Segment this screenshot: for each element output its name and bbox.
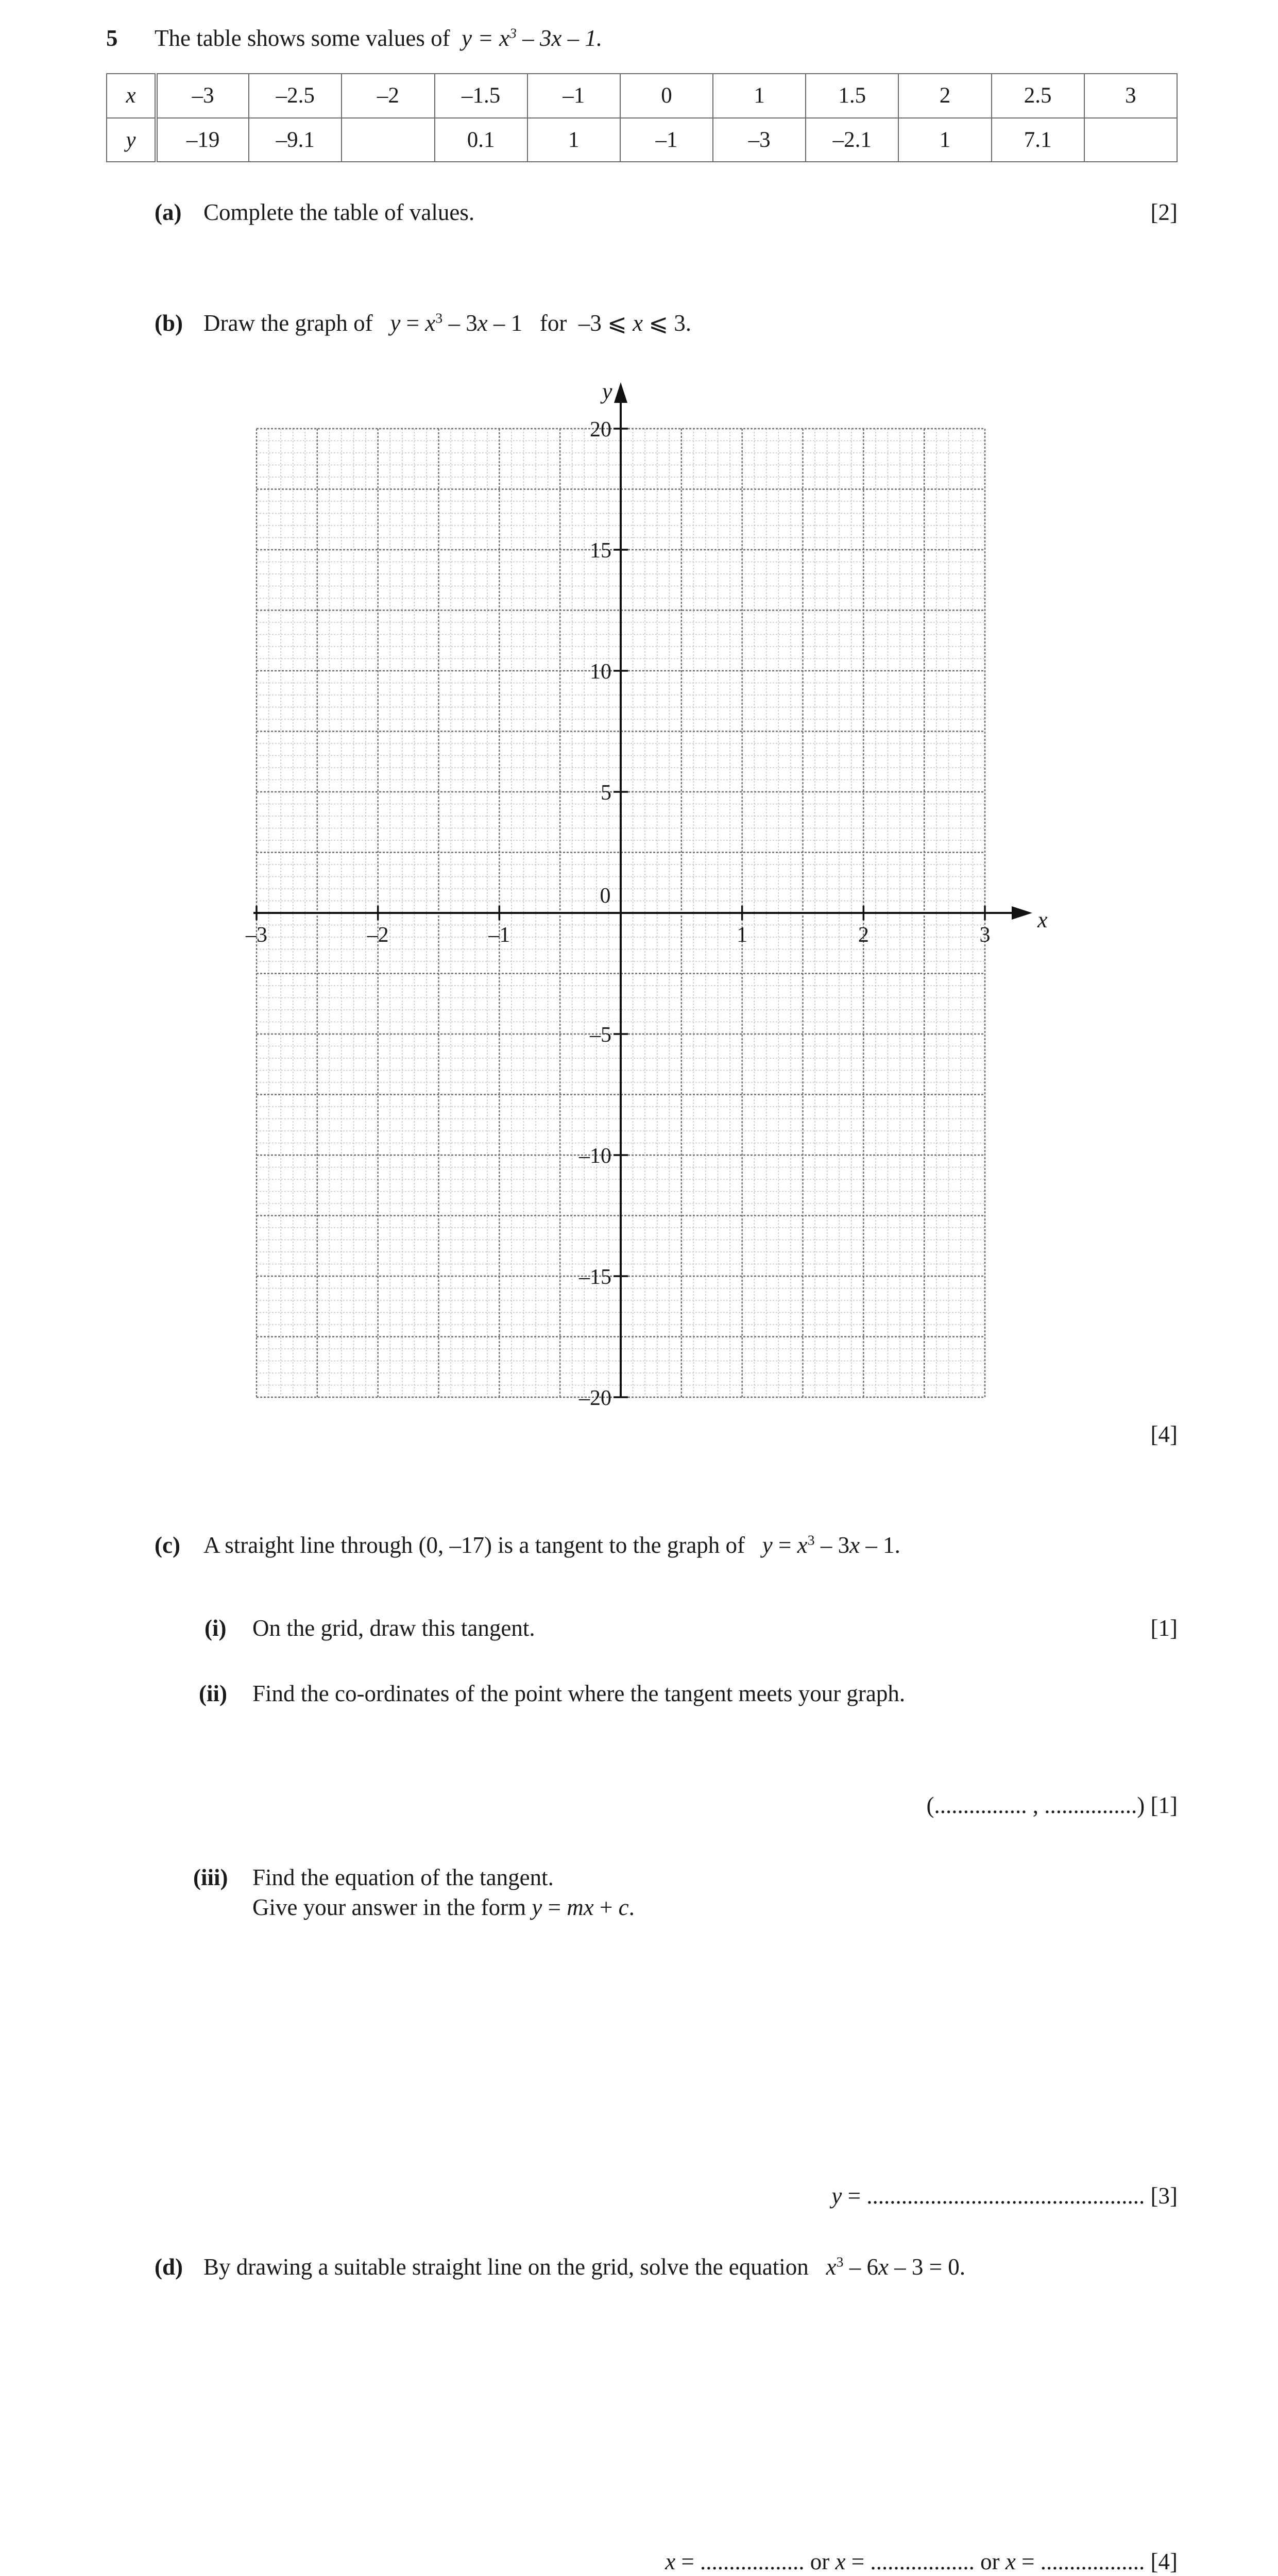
part-c-i-text: On the grid, draw this tangent. <box>252 1615 535 1641</box>
table-cell-y: –3 <box>713 118 806 162</box>
part-c-ii-label: (ii) <box>199 1681 227 1706</box>
table-x-header: x <box>107 74 156 118</box>
table-cell-x: 1.5 <box>806 74 898 118</box>
y-axis-arrow-icon <box>614 382 627 403</box>
part-c-iii-text2: Give your answer in the form y = mx + c. <box>252 1894 635 1920</box>
part-b-text: Draw the graph of $y = x^3 - 3x - 1$ for –3 ⩽ x ⩽ 3. <box>203 310 692 336</box>
part-d-label: (d) <box>155 2254 183 2280</box>
y-tick-label: 10 <box>590 660 611 684</box>
table-cell-y: –9.1 <box>249 118 342 162</box>
y-axis-label: y <box>602 379 612 404</box>
x-tick-label: 3 <box>979 923 991 947</box>
table-cell-y: 0.1 <box>435 118 527 162</box>
x-tick-label: –3 <box>246 923 267 947</box>
y-tick-label: –15 <box>579 1265 611 1289</box>
table-cell-x: –2 <box>342 74 434 118</box>
x-axis-label: x <box>1037 907 1048 933</box>
table-cell-x: 0 <box>620 74 713 118</box>
part-c-ii-text: Find the co-ordinates of the point where the tangent meets your graph. <box>252 1681 906 1706</box>
axes <box>253 382 1032 1397</box>
table-cell-x: –1.5 <box>435 74 527 118</box>
table-cell-y: 1 <box>527 118 620 162</box>
part-c-text: A straight line through (0, –17) is a tangent to the graph of $y = x^3 - 3x - 1$. <box>203 1532 900 1558</box>
x-tick-label: 2 <box>858 923 869 947</box>
part-b-label: (b) <box>155 310 183 336</box>
solutions-answer-line[interactable]: x = .................. or x = .................. or x = .................. [4] <box>665 2549 1178 2574</box>
table-cell-x: 2 <box>898 74 991 118</box>
part-c-i-label: (i) <box>205 1615 227 1641</box>
x-tick-label: –1 <box>488 923 510 947</box>
table-cell-x: 1 <box>713 74 806 118</box>
table-cell-y: –1 <box>620 118 713 162</box>
part-a-label: (a) <box>155 199 182 225</box>
y-tick-label: –20 <box>579 1386 611 1410</box>
part-a-text: Complete the table of values. <box>203 199 475 225</box>
y-tick-label: –10 <box>579 1144 611 1168</box>
question-number: 5 <box>106 25 118 51</box>
x-axis-arrow-icon <box>1012 906 1032 920</box>
table-y-header: y <box>107 118 156 162</box>
y-tick-label: 20 <box>590 418 611 442</box>
table-cell-x: –2.5 <box>249 74 342 118</box>
tangent-equation-answer-line[interactable]: y = ................................................ [3] <box>831 2183 1178 2209</box>
y-tick-label: –5 <box>590 1023 611 1047</box>
x-tick-label: –2 <box>367 923 389 947</box>
part-c-label: (c) <box>155 1532 180 1558</box>
question-equation: $y = x^3 - 3x - 1$. <box>462 25 603 51</box>
part-c-i-marks: [1] <box>1150 1615 1178 1641</box>
part-c-iii-label: (iii) <box>193 1865 228 1890</box>
coordinates-answer-line[interactable]: (................ , ................) [1] <box>926 1792 1178 1818</box>
table-cell-x: 2.5 <box>992 74 1084 118</box>
table-cell-y: 1 <box>898 118 991 162</box>
table-cell-y: –2.1 <box>806 118 898 162</box>
part-a-marks: [2] <box>1150 199 1178 225</box>
table-cell-y: 7.1 <box>992 118 1084 162</box>
part-c-iii-text1: Find the equation of the tangent. <box>252 1865 554 1890</box>
x-tick-label: 0 <box>600 884 611 908</box>
question-intro-text: The table shows some values of <box>155 25 450 51</box>
table-cell-x: 3 <box>1084 74 1177 118</box>
table-cell-x: –1 <box>527 74 620 118</box>
part-b-marks: [4] <box>1150 1421 1178 1447</box>
table-cell-y: –19 <box>156 118 249 162</box>
y-tick-label: 15 <box>590 539 611 563</box>
x-tick-label: 1 <box>737 923 748 947</box>
part-d-text: By drawing a suitable straight line on the grid, solve the equation $x^3 - 6x - 3 = 0$. <box>203 2254 966 2280</box>
y-tick-label: 5 <box>601 781 611 805</box>
table-cell-x: –3 <box>156 74 249 118</box>
